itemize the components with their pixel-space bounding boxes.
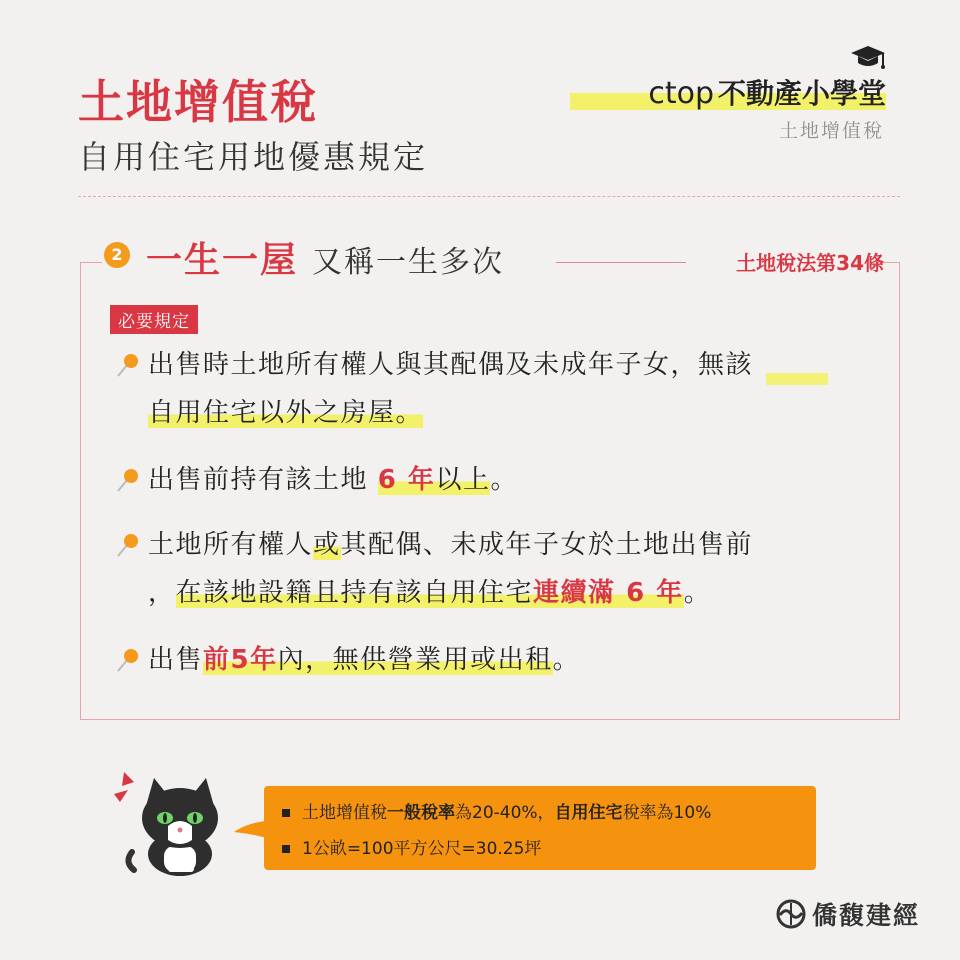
bullet-text: 以上 xyxy=(435,465,491,495)
bullet-text: ， xyxy=(148,578,176,608)
bullet-text: 。 xyxy=(683,578,712,608)
bullet-text: 。 xyxy=(490,465,518,495)
bullet-text: 土地所有權人 xyxy=(148,530,314,560)
highlight-mark xyxy=(766,373,828,385)
bullet-text: 。 xyxy=(552,645,581,675)
section-alt-title: 又稱一生多次 xyxy=(312,245,505,280)
page-title: 土地增值稅 xyxy=(78,75,318,129)
section-rule xyxy=(556,262,686,263)
pin-icon xyxy=(116,350,144,378)
bullet-text: 內，無供營業用或出租 xyxy=(277,645,553,675)
requirement-tag: 必要規定 xyxy=(110,305,198,334)
brand-name: 不動產小學堂 xyxy=(717,77,886,110)
dashed-divider xyxy=(78,196,900,197)
bullet-text: 出售前持有該土地 xyxy=(148,465,369,495)
brand-subtitle: 土地增值稅 xyxy=(778,120,884,142)
pin-icon xyxy=(116,530,144,558)
footer-logo-icon xyxy=(776,899,806,929)
bullet-emphasis: 前5年 xyxy=(203,645,278,675)
bullet-text: 自用住宅以外之房屋。 xyxy=(148,398,424,428)
section-number-badge: 2 xyxy=(104,242,130,268)
bullet-text: 或 xyxy=(313,530,341,560)
footer-brand-name: 僑馥建經 xyxy=(811,901,920,930)
pin-icon xyxy=(116,645,144,673)
section-heading xyxy=(146,232,504,283)
bullet-text: 在該地設籍且持有該自用住宅 xyxy=(175,578,534,608)
brand-logo: ctop xyxy=(648,76,714,111)
graduation-cap-icon xyxy=(850,44,886,74)
note-line-1: 土地增值稅一般稅率為20-40%，自用住宅稅率為10% xyxy=(282,798,711,823)
bullet-emphasis: 連續滿 6 年 xyxy=(533,578,684,608)
brand-block xyxy=(566,72,886,112)
note-line-2: 1公畝=100平方公尺=30.25坪 xyxy=(282,834,541,859)
law-reference: 土地稅法第34條 xyxy=(736,251,884,275)
bullet-emphasis: 6 年 xyxy=(377,465,436,495)
bullet-text: 出售時土地所有權人與其配偶及未成年子女，無該 xyxy=(148,350,754,380)
bullet-text: 出售 xyxy=(148,645,204,675)
pin-icon xyxy=(116,465,144,493)
bullet-text: 其配偶、未成年子女於土地出售前 xyxy=(340,530,754,560)
footer-brand xyxy=(776,896,920,932)
tip-note xyxy=(264,786,816,870)
page-subtitle: 自用住宅用地優惠規定 xyxy=(78,138,429,176)
section-title: 一生一屋 xyxy=(146,240,299,281)
panel-top-border-left xyxy=(80,262,102,263)
